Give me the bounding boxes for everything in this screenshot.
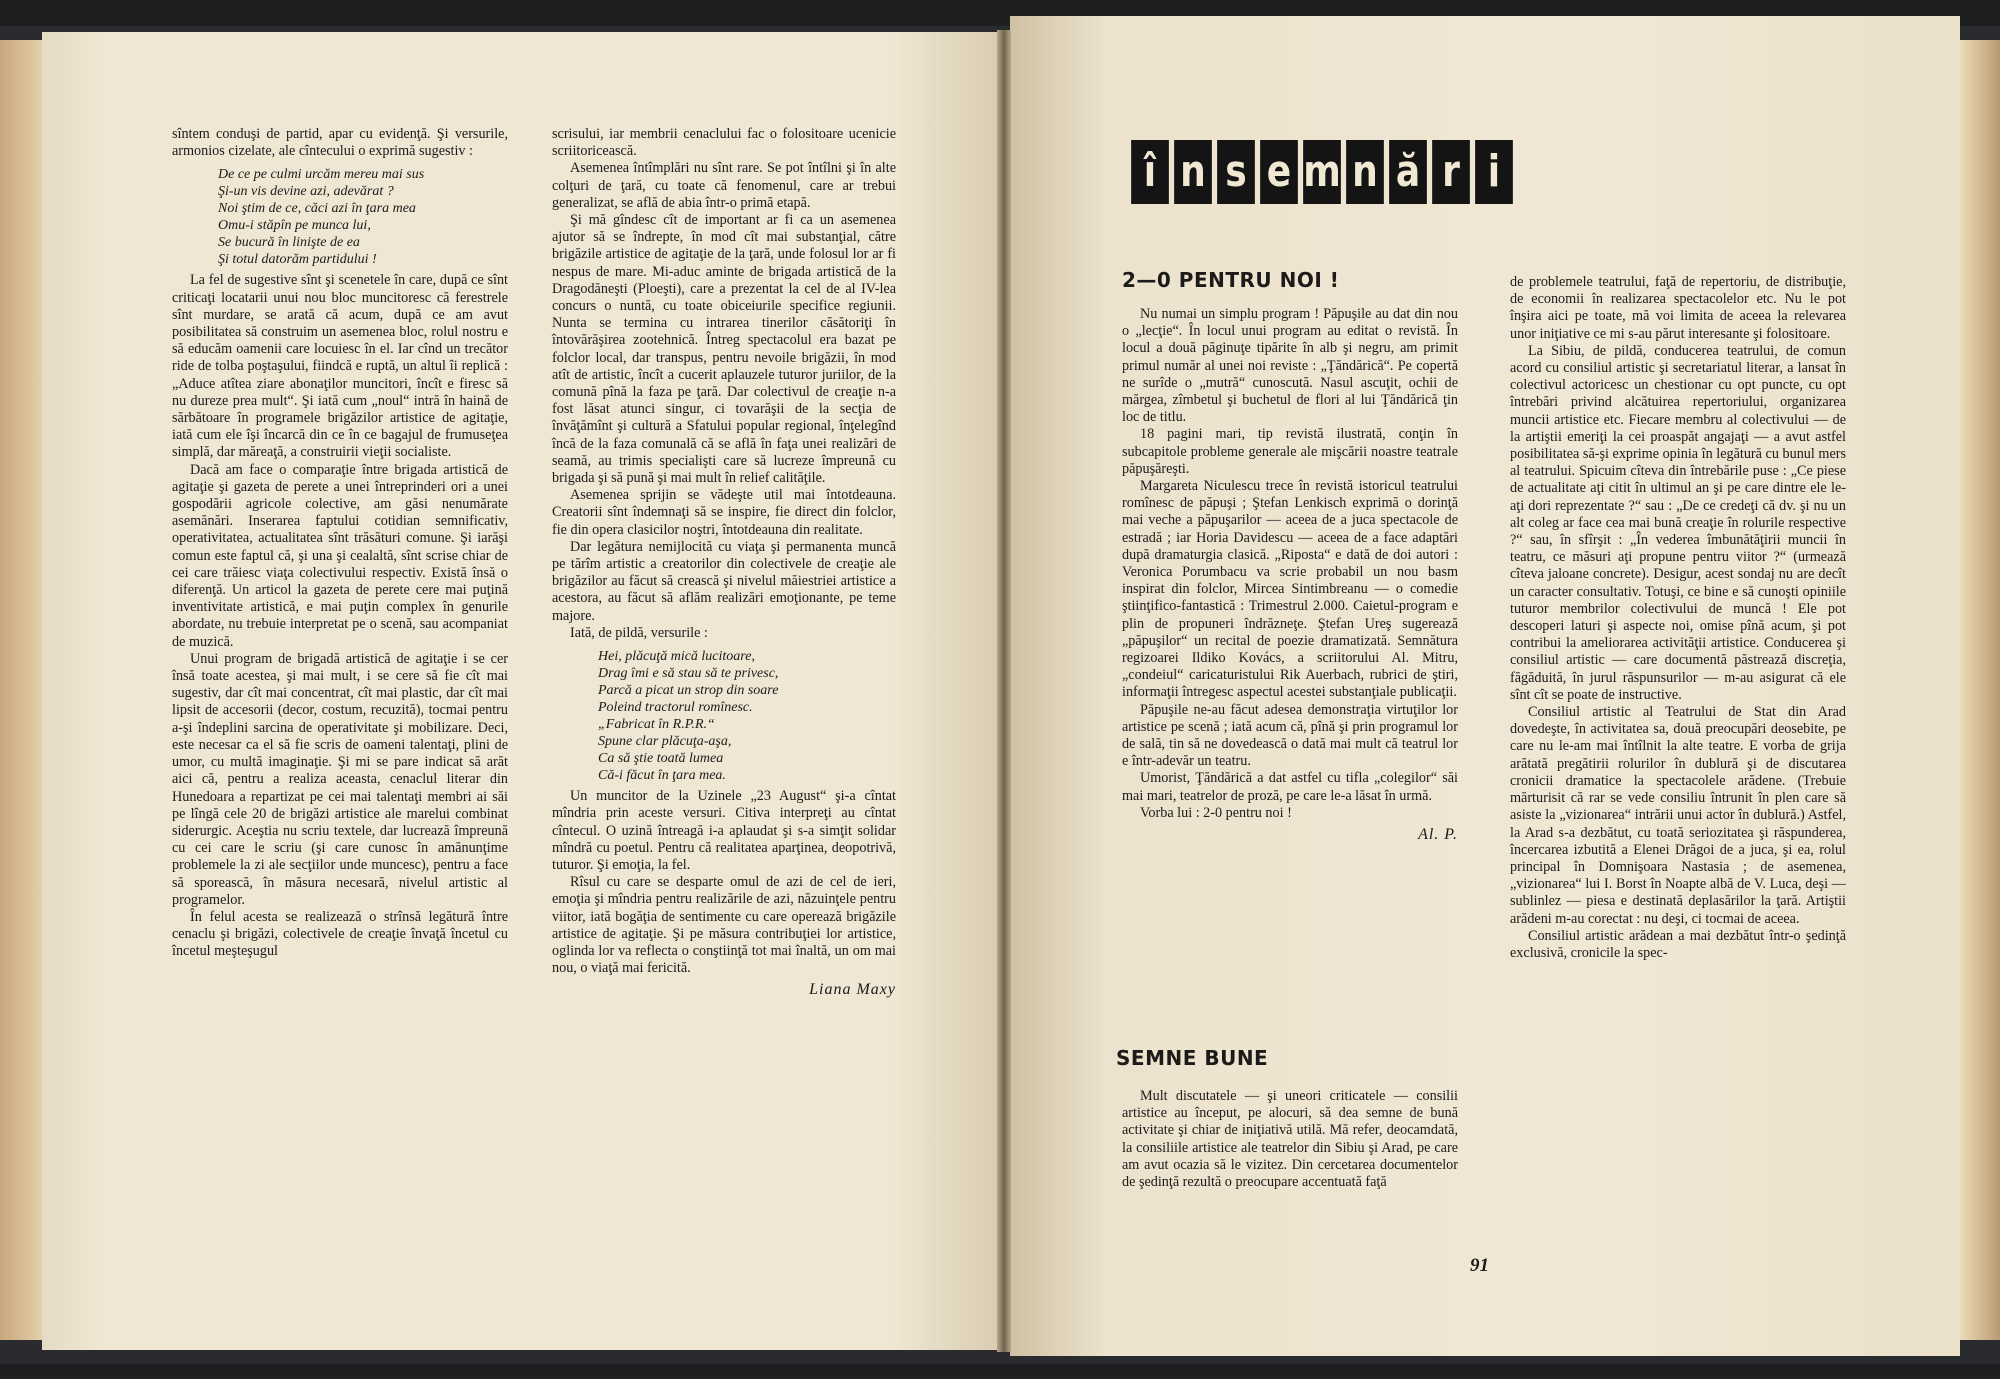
paragraph: Rîsul cu care se desparte omul de azi de cel de ieri, emoţia şi mîndria pentru realizările de azi, năzuinţele pentru viitor, iată bogăţia de sentimente cu care operează brigăzile artistice de agitaţie. Şi pe măsura contribuţiei lor artistice, oglinda lor va reflecta o conştiinţă tot mai înaltă, un om mai nou, o viaţă mai fericită. xyxy=(552,874,896,977)
paragraph: Păpuşile ne-au făcut adesea demonstraţia virtuţilor lor artistice pe scenă ; iată acum că, pînă şi prin programul lor de sală, tin să ne dovedească o dată mai mult că teatrul lor e într-adevăr un teatru. xyxy=(1122,701,1458,770)
masthead-letter: m xyxy=(1303,140,1341,204)
author-signature: Al. P. xyxy=(1418,826,1458,844)
paragraph: sîntem conduşi de partid, apar cu evidenţă. Şi versurile, armonios cizelate, ale cîntecului o exprimă sugestiv : xyxy=(172,126,508,160)
section-masthead xyxy=(1130,140,1514,204)
paragraph: Asemenea întîmplări nu sînt rare. Se pot întîlni şi în alte colţuri de ţară, cu toate că fenomenul, care ar trebui generalizat, se află de abia într-o primă etapă. xyxy=(552,160,896,211)
masthead-letter: n xyxy=(1346,140,1384,204)
right-column-1 xyxy=(1122,306,1458,843)
masthead-letter: n xyxy=(1174,140,1212,204)
paragraph: Consiliul artistic al Teatrului de Stat din Arad dovedeşte, în activitatea sa, două preocupări deosebite, pe care nu le-am mai întîlnit la alte teatre. E vorba de grija arătată pregătirii rolurilor în dublură şi de discutarea cronicii dramatice la spectacolele arădene. (Trebuie mărturisit că rar se vede consiliu întrunit în plen care să asiste la „vizionarea“ intrării unui actor în dublură.) Astfel, la Arad s-a dezbătut, cu toată seriozitatea şi răspunderea, încercarea izbutită a Elenei Drăgoi de a juca, şi ea, rolul principal în Domnişoara Nastasia ; de asemenea, „vizionarea“ lui I. Borst în Noapte albă de V. Luca, deşi — sublinlez — piesa e destinată deplasărilor la ţară. Artiştii arădeni m-au corectat : nu deşi, ci tocmai de aceea. xyxy=(1510,704,1846,927)
right-column-2 xyxy=(1510,274,1846,962)
verse-line: „Fabricat în R.P.R.“ xyxy=(598,717,715,733)
paragraph: Unui program de brigadă artistică de agitaţie i se cer însă toate acestea, şi mai mult, i se cere să fie cît mai sugestiv, dar cît mai concentrat, cît mai plastic, dar cît mai lipsit de accesorii (decor, costum, recuzită), tocmai pentru a-şi îndeplini sarcina de operativitate şi mobilizare. Deci, este necesar ca el să fie scris de oameni talentaţi, plini de umor, cu multă imaginaţie. Şi mi se pare indicat să arăt aici că, pentru a realiza aceasta, cenaclul literar din Hunedoara a repartizat pe cei mai talentaţi membri ai săi pe lîngă cele 20 de brigăzi artistice ale marelui combinat siderurgic. Aceştia nu scriu textele, dar lucrează împreună cu cei care le scriu (şi care cunosc în amănunţime problemele la zi ale secţiilor unde muncesc), pentru a face să sporească, în măsura necesară, nivelul artistic al programelor. xyxy=(172,650,508,908)
author-signature: Liana Maxy xyxy=(809,981,896,999)
masthead-letter: i xyxy=(1475,140,1513,204)
verse-line: Omu-i stăpîn pe munca lui, xyxy=(218,218,371,234)
verse-block xyxy=(598,648,896,784)
verse-line: Noi ştim de ce, căci azi în ţara mea xyxy=(218,201,416,217)
paragraph: Un muncitor de la Uzinele „23 August“ şi-a cîntat mîndria prin aceste versuri. Citiva interpreţi au cîntat cîntecul. O uzină întreagă i-a aplaudat şi s-a simţit solidar mîndră cu poetul. Pentru că realitatea aparţinea, deopotrivă, tuturor. Şi emoţia, la fel. xyxy=(552,788,896,873)
paragraph: Consiliul artistic arădean a mai dezbătut într-o şedinţă exclusivă, cronicile la spec- xyxy=(1510,927,1846,961)
paragraph: Mult discutatele — şi uneori criticatele — consilii artistice au început, pe alocuri, să dea semne de bună activitate şi chiar de iniţiativă utilă. Mă refer, deocamdată, la consiliile artistice ale teatrelor din Sibiu şi Arad, pe care am avut ocazia să le vizitez. Din cercetarea documentelor de şedinţă rezultă o preocupare accentuată faţă xyxy=(1122,1088,1458,1191)
left-column-1 xyxy=(172,126,508,961)
verse-line: Şi totul datorăm partidului ! xyxy=(218,252,377,268)
verse-line: Hei, plăcuţă mică lucitoare, xyxy=(598,649,755,665)
verse-line: Se bucură în linişte de ea xyxy=(218,235,360,251)
paragraph: Iată, de pildă, versurile : xyxy=(570,624,708,641)
paragraph: Umorist, Ţăndărică a dat astfel cu tifla „colegilor“ săi mai mari, teatrelor de proză, pe care le-a lăsat în urmă. xyxy=(1122,770,1458,804)
verse-line: Poleind tractorul romînesc. xyxy=(598,700,753,716)
verse-line: Că-i făcut în ţara mea. xyxy=(598,768,726,784)
paragraph: de problemele teatrului, faţă de repertoriu, de distribuţie, de economii în realizarea spectacolelor etc. Nu le pot înşira aici pe toate, mă voi limita de aceea la relevarea unor iniţiative ce mi s-au părut interesante şi folositoare. xyxy=(1510,274,1846,342)
masthead-letter: ă xyxy=(1389,140,1427,204)
masthead-letter: r xyxy=(1432,140,1470,204)
masthead-letter: e xyxy=(1260,140,1298,204)
paragraph: Şi mă gîndesc cît de important ar fi ca un asemenea ajutor să se îndrepte, în mod cît mai substanţial, către brigăzile artistice de agitaţie de la ţară, unde folosul lor ar fi nespus de mare. Mi-aduc aminte de brigada artistică de la Dragodăneşti (Ploeşti), care a prezentat la cel de al IV-lea concurs o nuntă, cu toate obiceiurile specifice regiunii. Nunta se termina cu intrarea tinerilor căsătoriţi în întovărăşirea zootehnică. Întreg spectacolul era bazat pe folclor local, dar transpus, pentru nevoile brigăzii, în mod atît de artistic, încît a cucerit aplauzele tuturor juriilor, de la comună pînă la faza pe ţară. Dar colectivul de creaţie n-a fost lăsat atunci singur, ci tovarăşii de la secţia de învăţămînt şi cultură a Sfatului popular regional, înţelegînd încă de la faza comunală că se află în faţa unei realizări de seamă, au trimis specialişti care să lucreze împreună cu brigada şi să pună şi mai mult în relief calităţile. xyxy=(552,212,896,487)
paragraph: Vorba lui : 2-0 pentru noi ! xyxy=(1140,804,1292,821)
right-column-1-continued xyxy=(1122,1088,1458,1191)
masthead-letter: s xyxy=(1217,140,1255,204)
article-heading: 2—0 PENTRU NOI ! xyxy=(1122,268,1340,292)
verse-line: Parcă a picat un strop din soare xyxy=(598,683,779,699)
paragraph: Dacă am face o comparaţie între brigada artistică de agitaţie şi gazeta de perete a unei întreprinderi ori a unei gospodării agricole colective, am găsi nenumărate asemănări. Inserarea faptului cotidian semnificativ, operativitatea, actualitatea sînt trăsături comune. Şi iarăşi comun este faptul că, şi una şi cealaltă, sînt scrise chiar de cei care trăiesc viaţa colectivului respectiv. Există însă o diferenţă. Un articol la gazeta de perete cere mai puţină inventivitate artistică, e mai puţin complex în genurile abordate, nu trebuie interpretat pe o scenă, sau acompaniat de muzică. xyxy=(172,461,508,650)
right-page-edges xyxy=(1960,40,2000,1340)
paragraph: Dar legătura nemijlocită cu viaţa şi permanenta muncă pe tărîm artistic a creatorilor din colectivele de creaţie ale brigăzilor au făcut să crească şi nivelul măiestriei artistice a acestora, au făcut să aflăm realizări emoţionante, pe teme majore. xyxy=(552,538,896,624)
paragraph: Margareta Niculescu trece în revistă istoricul teatrului romînesc de păpuşi ; Ştefan Lenkisch exprimă o dorinţă mai veche a păpuşarilor — aceea de a juca spectacole de estradă ; iar Horia Davidescu — aceea de a face adaptări după dramaturgia clasică. „Riposta“ e dată de doi autori : Veronica Porumbacu va scrie probabil un nou basm inspirat din folclor, Mircea Sintimbreanu — o comedie ştiinţifico-fantastică : Trimestrul 2.000. Caietul-program e plin de propuneri îndrăzneţe. Ştefan Ureş sugerează „păpuşilor“ un recital de poezie dramatizată. Semnătura regizoarei Ildiko Kovács, a scriitorului Al. Mitru, „condeiul“ caricaturistului Rik Auerbach, rubrici de ştiri, informaţii întregesc aspectul acestei substanţiale publicaţii. xyxy=(1122,478,1458,701)
page-number: 91 xyxy=(1470,1255,1489,1276)
verse-line: Ca să ştie toată lumea xyxy=(598,751,724,767)
paragraph: La fel de sugestive sînt şi scenetele în care, după ce sînt criticaţi locatarii unui nou bloc muncitoresc că ferestrele sînt murdare, se arată că acum, după ce am avut posibilitatea să construim un asemenea bloc, rolul nostru e să educăm oamenii care locuiesc în el. Iar cînd un trecător ride de tolba poştaşului, fiindcă e ruptă, un altul îi replică : „Aduce atîtea ziare abonaţilor muncitori, încît e firesc să nu dureze prea mult“. Şi iată cum „noul“ intră în haină de sărbătoare în programele brigăzilor artistice de agitaţie, iată cum ele îşi încarcă din ce în ce bagajul de frumuseţea simplă, dar măreaţă, a construirii vieţii socialiste. xyxy=(172,272,508,461)
verse-line: Şi-un vis devine azi, adevărat ? xyxy=(218,184,394,200)
article-heading: SEMNE BUNE xyxy=(1116,1046,1269,1070)
paragraph: Nu numai un simplu program ! Păpuşile au dat din nou o „lecţie“. În locul unui program au editat o revistă. În locul a două păginuţe tipărite în alb şi negru, am primit primul număr al unei noi reviste : „Ţăndărică“. Pe copertă ne surîde o „mutră“ cunoscută. Nasul ascuţit, ochii de mărgea, zîmbetul şi buchetul de flori al lui Ţăndărică ţin loc de titlu. xyxy=(1122,306,1458,426)
book-spine xyxy=(997,30,1011,1352)
paragraph: În felul acesta se realizează o strînsă legătură între cenaclu şi brigăzi, colectivele de creaţie învaţă încetul cu încetul meşteşugul xyxy=(172,908,508,960)
paragraph: 18 pagini mari, tip revistă ilustrată, conţin în subcapitole probleme generale ale mişcării noastre teatrale păpuşăreşti. xyxy=(1122,426,1458,477)
paragraph: scrisului, iar membrii cenaclului fac o folositoare ucenicie scriitoricească. xyxy=(552,126,896,160)
verse-line: De ce pe culmi urcăm mereu mai sus xyxy=(218,167,425,183)
left-column-2 xyxy=(552,126,896,999)
verse-block xyxy=(218,166,508,268)
paragraph: Asemenea sprijin se vădeşte util mai întotdeauna. Creatorii sînt îndemnaţi să se inspire, fie direct din folclor, fie din opera clasicilor noştri, întotdeauna din realitate. xyxy=(552,487,896,538)
verse-line: Drag îmi e să stau să te privesc, xyxy=(598,666,779,682)
verse-line: Spune clar plăcuţa-aşa, xyxy=(598,734,732,750)
paragraph: La Sibiu, de pildă, conducerea teatrului, de comun acord cu consiliul artistic şi secretariatul literar, a lansat în colectivul actoricesc un chestionar cu opt puncte, cu opt întrebări privind alcătuirea repertoriului, organizarea muncii artistice etc. Fiecare membru al colectivului — de la artiştii emeriţi la cei proaspăt angajaţi — a avut astfel posibilitatea să-şi exprime opinia în legătură cu bunul mers al teatrului. Spicuim cîteva din întrebările puse : „Ce piese de actualitate aţi citit în ultimul an şi pe care dintre ele le-aţi dori reprezentate ?“ sau : „De ce credeţi că dv. şi nu un alt coleg ar face cea mai bună creaţie în rolurile respective ?“ sau, în sfîrşit : „În vederea îmbunătăţirii muncii în teatru, ce măsuri aţi propune pentru viitor ?“ (urmează cîteva jaloane concrete). Desigur, acest sondaj nu are decît un caracter consultativ. Totuşi, ce bine e să cunoşti opiniile tuturor membrilor colectivului de muncă ! Ele pot descoperi laturi şi aspecte noi, omise pînă acum, şi pot contribui la ameliorarea activităţii artistice. Conducerea şi consiliul artistic — care documentă păstrează discreţia, făgăduită, în jurul răspunsurilor — m-au asigurat că ele sînt cît se poate de instructive. xyxy=(1510,342,1846,703)
masthead-letter: î xyxy=(1131,140,1169,204)
